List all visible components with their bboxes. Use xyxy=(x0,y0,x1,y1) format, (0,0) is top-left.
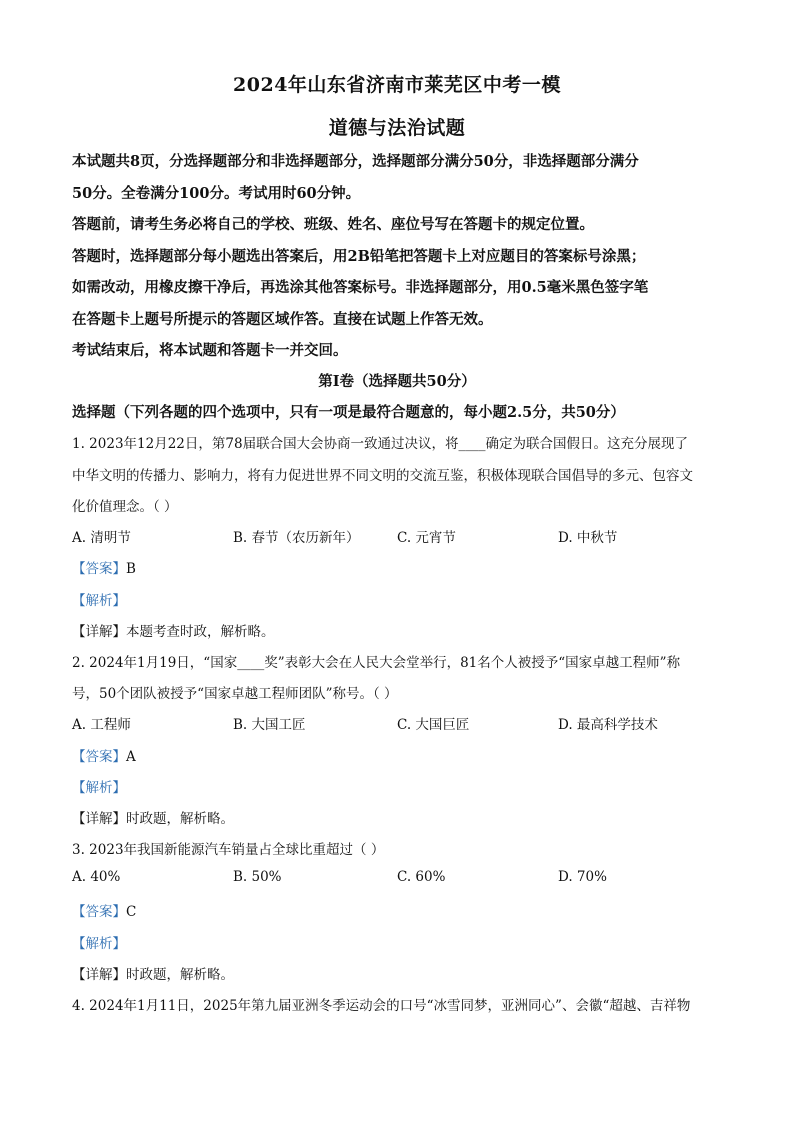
exam-subtitle: 道德与法治试题 xyxy=(328,117,466,139)
question-2-option-c: C. 大国巨匠 xyxy=(397,717,470,733)
analysis-label: 【解析】 xyxy=(72,593,126,609)
instruction-line: 如需改动，用橡皮擦干净后，再选涂其他答案标号。非选择题部分，用0.5毫米黑色签字笔 xyxy=(72,279,649,296)
question-2-analysis xyxy=(72,776,126,796)
question-2-option-b: B. 大国工匠 xyxy=(233,717,306,733)
question-3-analysis xyxy=(72,932,126,952)
instruction-line: 50分。全卷满分100分。考试用时60分钟。 xyxy=(72,185,361,202)
answer-value: C xyxy=(126,904,137,920)
question-1-stem-line: 化价值理念。（ ） xyxy=(72,499,178,515)
question-4-stem-line: 4. 2024年1月11日，2025年第九届亚洲冬季运动会的口号“冰雪同梦，亚洲同心”、会徽“超越、吉祥物 xyxy=(72,998,691,1014)
question-2-answer xyxy=(72,745,136,765)
question-3-stem-line: 3. 2023年我国新能源汽车销量占全球比重超过（ ） xyxy=(72,842,385,858)
answer-label: 【答案】 xyxy=(72,561,126,577)
question-3-option-c: C. 60% xyxy=(397,869,446,885)
exam-title: 2024年山东省济南市莱芜区中考一模 xyxy=(233,74,561,96)
question-3-option-d: D. 70% xyxy=(558,869,607,885)
question-3-option-b: B. 50% xyxy=(233,869,282,885)
answer-value: A xyxy=(126,749,136,765)
answer-label: 【答案】 xyxy=(72,904,126,920)
question-1-analysis xyxy=(72,589,126,609)
question-1-stem-line: 中华文明的传播力、影响力，将有力促进世界不同文明的交流互鉴，积极体现联合国倡导的多元、包容文 xyxy=(72,468,693,484)
question-2-stem-line: 2. 2024年1月19日，“国家____奖”表彰大会在人民大会堂举行，81名个人被授予“国家卓越工程师”称 xyxy=(72,655,681,671)
section-intro: 选择题（下列各题的四个选项中，只有一项是最符合题意的，每小题2.5分，共50分） xyxy=(72,404,625,421)
question-2-stem-line: 号，50个团队被授予“国家卓越工程师团队”称号。（ ） xyxy=(72,686,398,702)
question-2-option-d: D. 最高科学技术 xyxy=(558,717,658,733)
detail-label: 【详解】 xyxy=(72,967,126,983)
instruction-line: 本试题共8页，分选择题部分和非选择题部分，选择题部分满分50分，非选择题部分满分 xyxy=(72,153,639,170)
question-2-detail xyxy=(72,807,234,827)
section-title: 第Ⅰ卷（选择题共50分） xyxy=(318,373,476,390)
question-1-option-c: C. 元宵节 xyxy=(397,530,456,546)
question-3-option-a: A. 40% xyxy=(72,869,121,885)
detail-label: 【详解】 xyxy=(72,624,126,640)
detail-text: 时政题，解析略。 xyxy=(126,811,234,827)
instruction-line: 考试结束后，将本试题和答题卡一并交回。 xyxy=(72,342,348,359)
question-1-detail xyxy=(72,620,275,640)
detail-text: 时政题，解析略。 xyxy=(126,967,234,983)
instruction-line: 答题前，请考生务必将自己的学校、班级、姓名、座位号写在答题卡的规定位置。 xyxy=(72,216,594,233)
analysis-label: 【解析】 xyxy=(72,936,126,952)
instruction-line: 答题时，选择题部分每小题选出答案后，用2B铅笔把答题卡上对应题目的答案标号涂黑； xyxy=(72,248,646,265)
question-3-answer xyxy=(72,900,136,920)
answer-label: 【答案】 xyxy=(72,749,126,765)
question-3-detail xyxy=(72,963,234,983)
answer-value: B xyxy=(126,561,136,577)
question-1-option-b: B. 春节（农历新年） xyxy=(233,530,360,546)
question-2-option-a: A. 工程师 xyxy=(72,717,131,733)
question-1-stem-line: 1. 2023年12月22日，第78届联合国大会协商一致通过决议，将____确定为联合国假日。这充分展现了 xyxy=(72,436,689,452)
analysis-label: 【解析】 xyxy=(72,780,126,796)
instruction-line: 在答题卡上题号所提示的答题区域作答。直接在试题上作答无效。 xyxy=(72,311,493,328)
question-1-option-a: A. 清明节 xyxy=(72,530,131,546)
detail-label: 【详解】 xyxy=(72,811,126,827)
detail-text: 本题考查时政，解析略。 xyxy=(126,624,275,640)
question-1-option-d: D. 中秋节 xyxy=(558,530,618,546)
question-1-answer xyxy=(72,557,136,577)
